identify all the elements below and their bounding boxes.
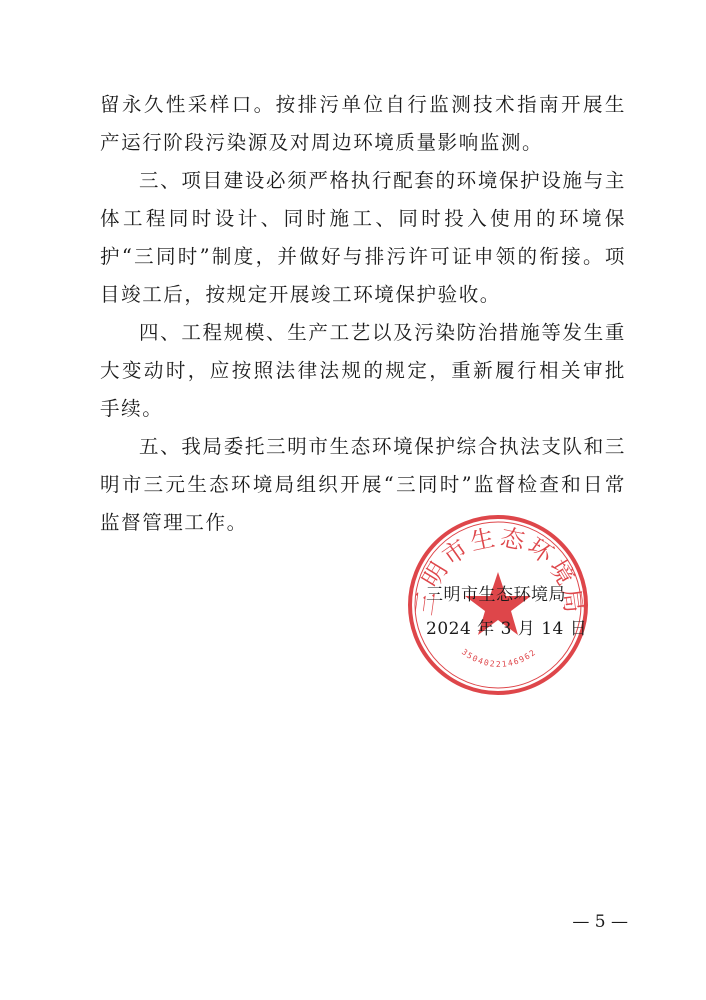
- seal-code-text: 3504022146962: [459, 647, 539, 669]
- document-body: [100, 86, 626, 542]
- signing-organization: 三明市生态环境局: [426, 585, 566, 605]
- paragraph-continuation: 留永久性采样口。按排污单位自行监测技术指南开展生产运行阶段污染源及对周边环境质量影响监测。: [100, 93, 626, 154]
- page-number: — 5 —: [572, 912, 628, 932]
- paragraph-item-3: 三、项目建设必须严格执行配套的环境保护设施与主体工程同时设计、同时施工、同时投入使用的环境保护“三同时”制度，并做好与排污许可证申领的衔接。项目竣工后，按规定开展竣工环境保护验收。: [100, 169, 626, 306]
- paragraph-item-5: 五、我局委托三明市生态环境保护综合执法支队和三明市三元生态环境局组织开展“三同时”监督检查和日常监督管理工作。: [100, 435, 626, 534]
- seal-arc-text: 三明市生态环境局: [409, 523, 589, 618]
- signing-date: 2024 年 3 月 14 日: [426, 619, 588, 639]
- paragraph-item-4: 四、工程规模、生产工艺以及污染防治措施等发生重大变动时，应按照法律法规的规定，重新履行相关审批手续。: [100, 321, 626, 420]
- signature-block: [426, 578, 626, 646]
